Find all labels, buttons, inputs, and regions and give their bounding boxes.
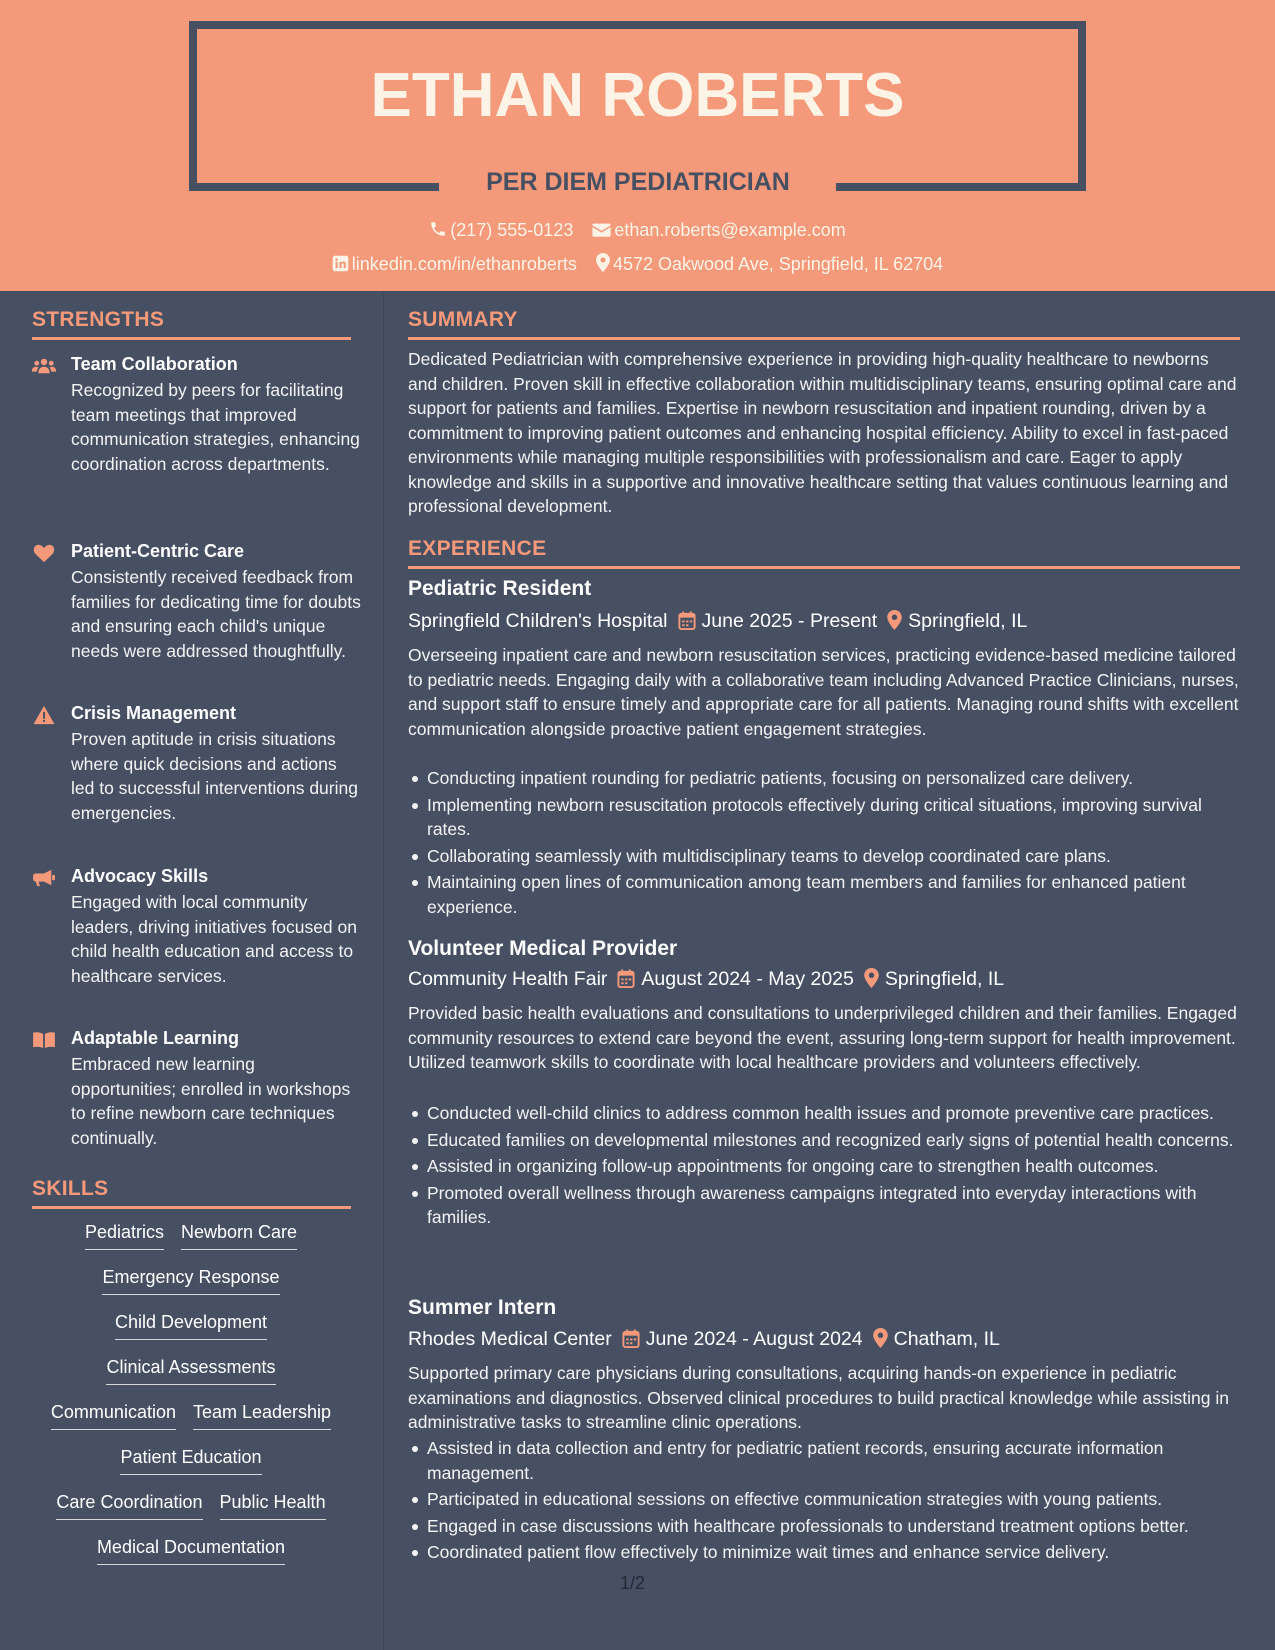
job-location: Springfield, IL bbox=[884, 968, 1005, 990]
summary-rule bbox=[408, 337, 1240, 340]
strength-title: Patient-Centric Care bbox=[71, 541, 245, 561]
frame-bottom-right-rule bbox=[836, 183, 1086, 191]
strength-description: Consistently received feedback from families for dedicating time for doubts and ensuring each child's unique needs were addressed thoughtfully. bbox=[71, 567, 361, 661]
strength-title: Advocacy Skills bbox=[71, 866, 209, 886]
bullet-item: Conducting inpatient rounding for pediatric patients, focusing on personalized care delivery. bbox=[408, 766, 1240, 791]
skill-tag: Communication bbox=[51, 1402, 176, 1430]
megaphone-icon bbox=[32, 868, 56, 888]
phone-text: (217) 555-0123 bbox=[450, 220, 574, 240]
job-description: Supported primary care physicians during consultations, acquiring hands-on experience in pediatric examinations and diagnostics. Observed clinical procedures to build practical knowledge while assisting in administrative tasks to streamline clinic operations. bbox=[408, 1363, 1229, 1432]
job-dates: June 2024 - August 2024 bbox=[645, 1328, 863, 1350]
job-title: Summer Intern bbox=[408, 1296, 557, 1319]
calendar-icon bbox=[617, 969, 635, 988]
page-number: 1/2 bbox=[620, 1573, 646, 1593]
skills-row bbox=[32, 1267, 350, 1312]
users-icon bbox=[32, 356, 56, 376]
location-pin-icon bbox=[887, 610, 902, 630]
bullet-item: Collaborating seamlessly with multidisciplinary teams to develop coordinated care plans. bbox=[408, 844, 1240, 869]
skill-tag: Child Development bbox=[115, 1312, 267, 1340]
summary-heading: SUMMARY bbox=[408, 308, 518, 331]
header-banner bbox=[0, 0, 1275, 291]
strengths-rule bbox=[32, 337, 351, 340]
skill-tag: Medical Documentation bbox=[97, 1537, 285, 1565]
strength-description: Embraced new learning opportunities; enrolled in workshops to refine newborn care techniques continually. bbox=[71, 1054, 351, 1148]
job-title: Volunteer Medical Provider bbox=[408, 937, 678, 960]
bullet-item: Maintaining open lines of communication among team members and families for enhanced patient experience. bbox=[408, 870, 1240, 919]
location-pin-icon bbox=[873, 1328, 888, 1348]
skill-tag: Care Coordination bbox=[56, 1492, 202, 1520]
experience-heading: EXPERIENCE bbox=[408, 537, 547, 560]
job-meta bbox=[408, 1328, 1000, 1351]
job-location: Springfield, IL bbox=[908, 610, 1028, 632]
bullet-item: Assisted in data collection and entry for pediatric patient records, ensuring accurate information management. bbox=[408, 1436, 1240, 1485]
phone-icon bbox=[429, 220, 447, 238]
strengths-heading: STRENGTHS bbox=[32, 308, 165, 331]
bullet-item: Participated in educational sessions on effective communication strategies with young patients. bbox=[408, 1487, 1240, 1512]
skills-row bbox=[32, 1312, 350, 1357]
skill-tag: Clinical Assessments bbox=[106, 1357, 275, 1385]
bullet-item: Conducted well-child clinics to address common health issues and promote preventive care practices. bbox=[408, 1101, 1240, 1126]
linkedin-contact[interactable] bbox=[332, 254, 577, 275]
strength-title: Crisis Management bbox=[71, 703, 237, 723]
contact-row-2 bbox=[0, 253, 1275, 275]
warning-icon bbox=[32, 705, 56, 725]
skill-tag: Patient Education bbox=[120, 1447, 261, 1475]
candidate-name: ETHAN ROBERTS bbox=[370, 61, 905, 130]
summary-text: Dedicated Pediatrician with comprehensive experience in providing high-quality healthcare to newborns and children. Proven skill in effective collaboration within multidisciplinary teams, ensuring optimal care and support for patients and families. Expertise in newborn resuscitation and inpatient rounding, driven by a commitment to improving patient outcomes and enhancing hospital efficiency. Ability to excel in fast-paced environments while managing multiple responsibilities with professionalism and care. Eager to apply knowledge and skills in a supportive and innovative healthcare setting that values continuous learning and professional development. bbox=[408, 349, 1237, 516]
job-description: Provided basic health evaluations and consultations to underprivileged children and their families. Engaged community resources to extend care beyond the event, assuring long-term support for health improvement. Utilized teamwork skills to coordinate with local healthcare providers and volunteers effectively. bbox=[408, 1003, 1237, 1072]
linkedin-icon bbox=[332, 255, 349, 272]
skills-rule bbox=[32, 1206, 351, 1209]
address-contact bbox=[596, 253, 943, 275]
phone-contact[interactable] bbox=[429, 220, 573, 241]
skill-tag: Pediatrics bbox=[85, 1222, 164, 1250]
job-meta bbox=[408, 968, 1004, 991]
experience-rule bbox=[408, 566, 1240, 569]
job-description: Overseeing inpatient care and newborn resuscitation services, practicing evidence-based medicine tailored to pediatric needs. Engaging daily with a collaborative team including Advanced Practice Clinicians, nurses, and support staff to ensure timely and appropriate care for all patients. Managing round shifts with excellent communication alongside proactive patient engagement strategies. bbox=[408, 645, 1239, 739]
job-bullets bbox=[408, 1101, 1240, 1232]
skills-row bbox=[32, 1492, 350, 1537]
strength-description: Recognized by peers for facilitating team meetings that improved communication strategies, enhancing coordination across departments. bbox=[71, 380, 360, 474]
bullet-item: Promoted overall wellness through awareness campaigns integrated into everyday interactions with families. bbox=[408, 1181, 1240, 1230]
linkedin-text: linkedin.com/in/ethanroberts bbox=[351, 254, 577, 274]
bullet-item: Implementing newborn resuscitation protocols effectively during critical situations, improving survival rates. bbox=[408, 793, 1240, 842]
job-dates: June 2025 - Present bbox=[701, 610, 878, 632]
skill-tag: Team Leadership bbox=[193, 1402, 331, 1430]
job-location: Chatham, IL bbox=[893, 1328, 1000, 1350]
strength-title: Team Collaboration bbox=[71, 354, 238, 374]
job-title: Pediatric Resident bbox=[408, 577, 592, 600]
skill-tag: Emergency Response bbox=[102, 1267, 279, 1295]
calendar-icon bbox=[622, 1329, 640, 1348]
skills-list bbox=[32, 1222, 350, 1582]
column-divider bbox=[383, 291, 384, 1650]
job-organization: Springfield Children's Hospital bbox=[408, 610, 668, 632]
job-bullets bbox=[408, 766, 1240, 921]
job-meta bbox=[408, 610, 1027, 633]
location-pin-icon bbox=[864, 968, 879, 988]
skills-row bbox=[32, 1357, 350, 1402]
skills-row bbox=[32, 1222, 350, 1267]
address-text: 4572 Oakwood Ave, Springfield, IL 62704 bbox=[612, 254, 944, 274]
strength-description: Engaged with local community leaders, driving initiatives focused on child health education and access to healthcare services. bbox=[71, 892, 357, 986]
email-contact[interactable] bbox=[592, 220, 845, 241]
location-pin-icon bbox=[596, 253, 610, 272]
skill-tag: Public Health bbox=[220, 1492, 326, 1520]
strength-description: Proven aptitude in crisis situations where quick decisions and actions led to successful interventions during emergencies. bbox=[71, 729, 358, 823]
heart-icon bbox=[32, 543, 56, 563]
job-organization: Community Health Fair bbox=[408, 968, 608, 990]
job-organization: Rhodes Medical Center bbox=[408, 1328, 612, 1350]
skills-row bbox=[32, 1537, 350, 1582]
frame-bottom-left-rule bbox=[189, 183, 439, 191]
calendar-icon bbox=[678, 611, 696, 630]
email-text: ethan.roberts@example.com bbox=[614, 220, 846, 240]
strength-title: Adaptable Learning bbox=[71, 1028, 240, 1048]
contact-row-1 bbox=[0, 220, 1275, 241]
bullet-item: Assisted in organizing follow-up appointments for ongoing care to strengthen health outcomes. bbox=[408, 1154, 1240, 1179]
bullet-item: Coordinated patient flow effectively to minimize wait times and enhance service delivery. bbox=[408, 1540, 1240, 1565]
envelope-icon bbox=[592, 222, 611, 238]
skills-row bbox=[32, 1402, 350, 1447]
skills-heading: SKILLS bbox=[32, 1177, 109, 1200]
job-bullets bbox=[408, 1436, 1240, 1567]
skill-tag: Newborn Care bbox=[181, 1222, 297, 1250]
job-title: PER DIEM PEDIATRICIAN bbox=[486, 168, 790, 196]
bullet-item: Engaged in case discussions with healthcare professionals to understand treatment options better. bbox=[408, 1514, 1240, 1539]
skills-row bbox=[32, 1447, 350, 1492]
job-dates: August 2024 - May 2025 bbox=[641, 968, 854, 990]
bullet-item: Educated families on developmental milestones and recognized early signs of potential health concerns. bbox=[408, 1128, 1240, 1153]
book-icon bbox=[32, 1030, 56, 1050]
